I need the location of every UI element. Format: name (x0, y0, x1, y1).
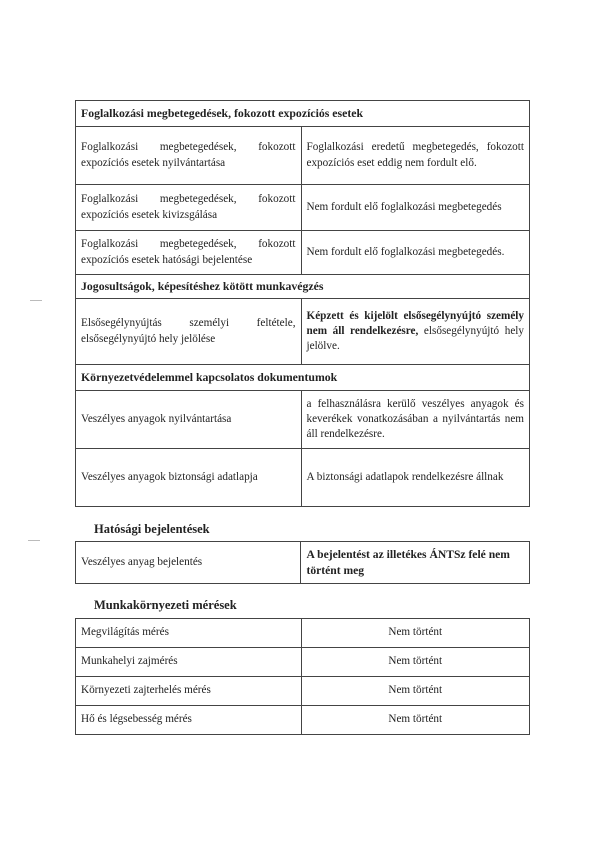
table-row (76, 648, 530, 677)
row-value: Foglalkozási eredetű megbetegedés, fokozott expozíciós eset eddig nem fordult elő. (301, 127, 530, 185)
row-label: Munkahelyi zajmérés (76, 648, 302, 677)
row-value: Nem fordult elő foglalkozási megbetegedés (301, 185, 530, 231)
table-row (76, 677, 530, 706)
section-header-row (76, 365, 530, 391)
row-label: Veszélyes anyag bejelentés (76, 542, 301, 584)
table-row (76, 391, 530, 449)
row-value: Nem történt (301, 619, 529, 648)
table-row (76, 449, 530, 507)
row-label: Környezeti zajterhelés mérés (76, 677, 302, 706)
value-bold-text: Képzett és kijelölt elsősegélynyújtó személy nem áll rendelkezésre, (306, 309, 524, 337)
row-value: Nem történt (301, 677, 529, 706)
measurements-table (75, 618, 530, 735)
section-title: Foglalkozási megbetegedések, fokozott expozíciós esetek (76, 101, 530, 127)
row-value: Nem fordult elő foglalkozási megbetegedés. (301, 231, 530, 275)
row-label: Foglalkozási megbetegedések, fokozott expozíciós esetek nyilvántartása (76, 127, 302, 185)
row-value: A biztonsági adatlapok rendelkezésre állnak (301, 449, 530, 507)
section-title: Környezetvédelemmel kapcsolatos dokumentumok (76, 365, 530, 391)
main-table (75, 100, 530, 507)
row-label: Hő és légsebesség mérés (76, 706, 302, 735)
row-value (301, 299, 530, 365)
row-value: A bejelentést az illetékes ÁNTSz felé nem történt meg (301, 542, 530, 584)
table-row (76, 619, 530, 648)
row-value: Nem történt (301, 648, 529, 677)
table-row (76, 299, 530, 365)
table-row (76, 542, 530, 584)
margin-mark (30, 300, 42, 301)
table-row (76, 231, 530, 275)
table-row (76, 185, 530, 231)
authority-table (75, 541, 530, 584)
margin-mark (28, 540, 40, 541)
row-value: Nem történt (301, 706, 529, 735)
section-header-row (76, 275, 530, 299)
section-header-row (76, 101, 530, 127)
row-label: Elsősegélynyújtás személyi feltétele, elsősegélynyújtó hely jelölése (76, 299, 302, 365)
row-label: Veszélyes anyagok biztonsági adatlapja (76, 449, 302, 507)
row-label: Veszélyes anyagok nyilvántartása (76, 391, 302, 449)
value-text: elsősegélynyújtó hely jelölve. (306, 324, 524, 353)
section-heading: Munkakörnyezeti mérések (94, 598, 237, 612)
section-title: Jogosultságok, képesítéshez kötött munkavégzés (76, 275, 530, 299)
row-label: Foglalkozási megbetegedések, fokozott expozíciós esetek hatósági bejelentése (76, 231, 302, 275)
table-row (76, 127, 530, 185)
section-heading: Hatósági bejelentések (94, 522, 210, 536)
row-value: a felhasználásra kerülő veszélyes anyagok és keverékek vonatkozásában a nyilvántartás nem áll rendelkezésre. (301, 391, 530, 449)
table-row (76, 706, 530, 735)
row-label: Foglalkozási megbetegedések, fokozott expozíciós esetek kivizsgálása (76, 185, 302, 231)
row-label: Megvilágítás mérés (76, 619, 302, 648)
